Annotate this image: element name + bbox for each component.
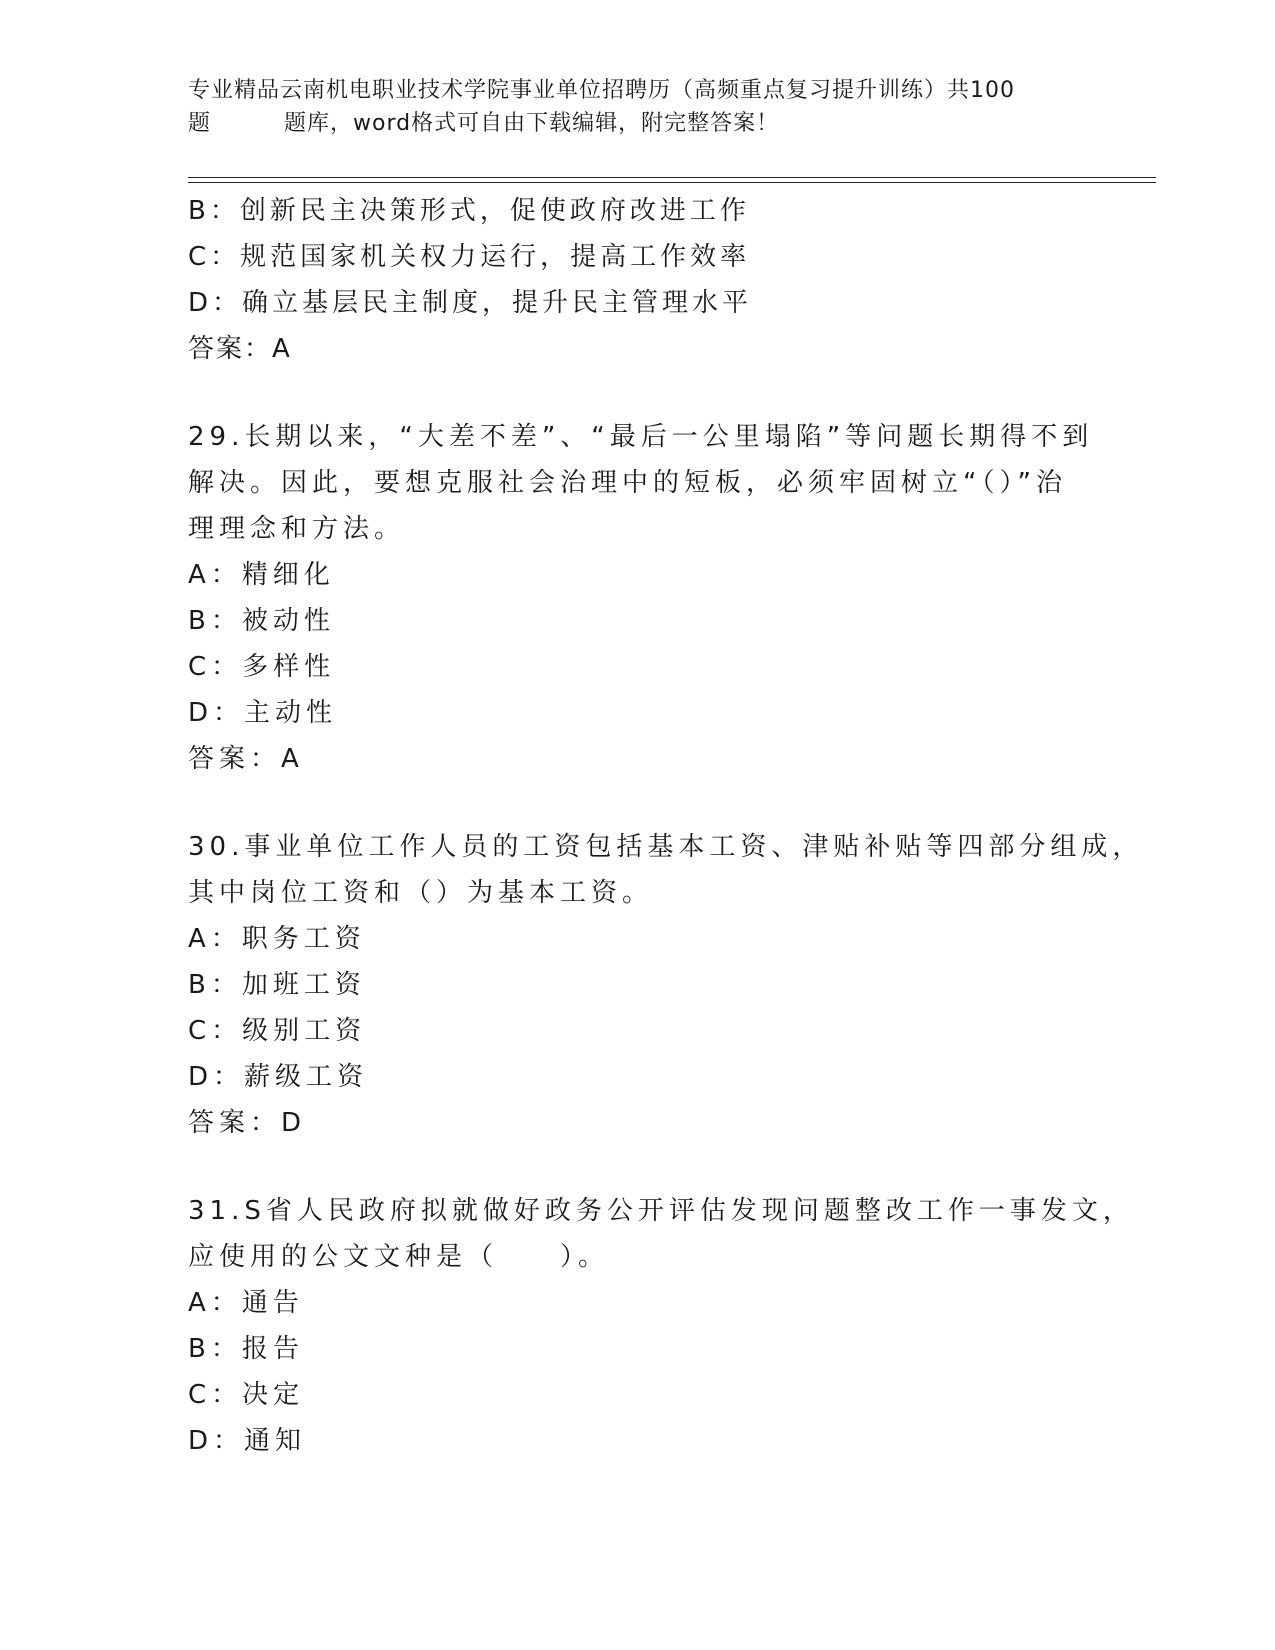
header-divider-bottom: [188, 182, 1156, 183]
question-28-continued: [188, 188, 1088, 372]
question-stem-line: 29.长期以来，“大差不差”、“最后一公里塌陷”等问题长期得不到: [188, 422, 1094, 452]
option-d: D：主动性: [188, 698, 338, 728]
question-stem-line: 理理念和方法。: [188, 514, 406, 544]
option-b: B：被动性: [188, 606, 335, 636]
header-line-2-part-a: 题: [188, 111, 212, 136]
document-header: [188, 74, 1088, 140]
question-content: [188, 188, 1144, 1464]
option-c: C：级别工资: [188, 1016, 367, 1046]
question-stem-line: 其中岗位工资和（）为基本工资。: [188, 878, 654, 908]
question-stem-line: 应使用的公文文种是（ ）。: [188, 1242, 610, 1272]
question-stem-line: 30.事业单位工作人员的工资包括基本工资、津贴补贴等四部分组成，: [188, 832, 1144, 862]
option-c: C：规范国家机关权力运行，提高工作效率: [188, 242, 751, 272]
option-d: D：薪级工资: [188, 1062, 369, 1092]
header-title-line-2: [188, 107, 1088, 140]
option-b: B：加班工资: [188, 970, 366, 1000]
header-line-2-part-b: 题库，word格式可自由下载编辑，附完整答案！: [284, 111, 780, 136]
answer: 答案：A: [188, 334, 292, 364]
option-a: A：通告: [188, 1288, 304, 1318]
question-stem-line: 31.S省人民政府拟就做好政务公开评估发现问题整改工作一事发文，: [188, 1196, 1134, 1226]
option-c: C：决定: [188, 1380, 305, 1410]
option-d: D：确立基层民主制度，提升民主管理水平: [188, 288, 753, 318]
question-stem-line: 解决。因此，要想克服社会治理中的短板，必须牢固树立“（）”治: [188, 468, 1067, 498]
question-30: [188, 824, 1144, 1146]
header-title-line-1: 专业精品云南机电职业技术学院事业单位招聘历（高频重点复习提升训练）共100: [188, 78, 1015, 103]
answer: 答案：D: [188, 1108, 307, 1138]
option-d: D：通知: [188, 1426, 307, 1456]
option-a: A：职务工资: [188, 924, 366, 954]
option-a: A：精细化: [188, 560, 335, 590]
option-b: B：报告: [188, 1334, 304, 1364]
question-29: [188, 414, 1094, 782]
option-b: B：创新民主决策形式，促使政府改进工作: [188, 196, 750, 226]
option-c: C：多样性: [188, 652, 336, 682]
header-divider-top: [188, 177, 1156, 178]
question-31: [188, 1188, 1134, 1464]
answer: 答案：A: [188, 744, 304, 774]
